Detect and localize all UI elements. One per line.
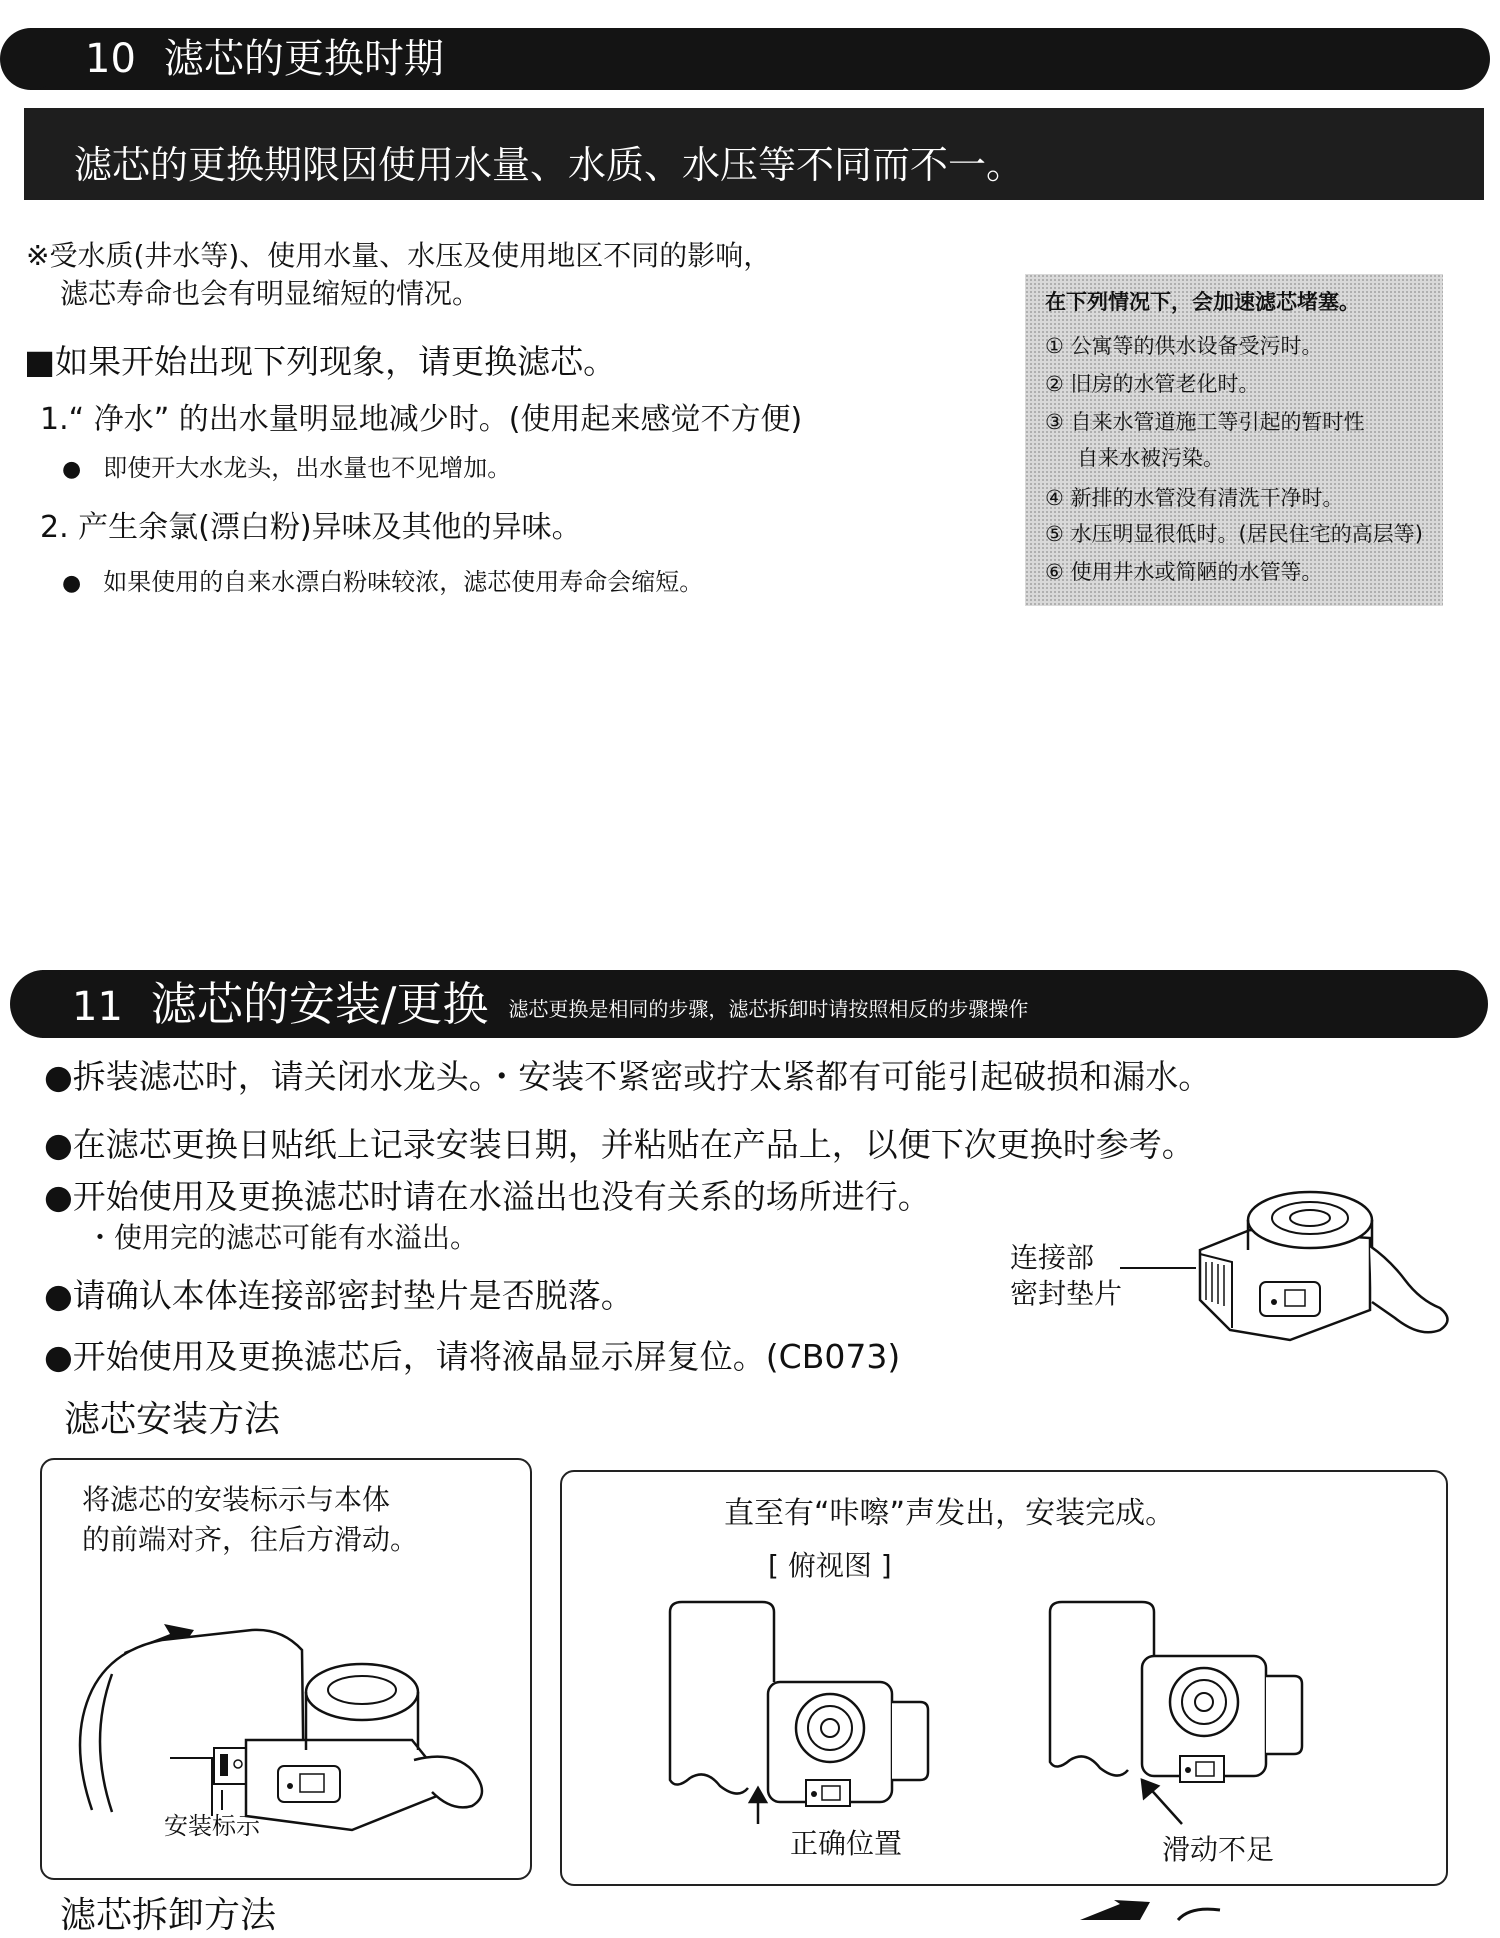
section10-item-2: 2. 产生余氯(漂白粉)异味及其他的异味。 xyxy=(40,510,582,545)
clog-box-line-3: ③ 自来水管道施工等引起的暂时性 xyxy=(1045,410,1365,434)
section11-title-text: 滤芯的安装/更换 xyxy=(150,977,489,1031)
section11-subtitle: 滤芯更换是相同的步骤，滤芯拆卸时请按照相反的步骤操作 xyxy=(508,997,1029,1021)
top-view-insufficient-illustration xyxy=(1042,1602,1322,1832)
install-bullet-4: ●请确认本体连接部密封垫片是否脱落。 xyxy=(44,1276,634,1315)
section10-banner-text: 滤芯的更换期限因使用水量、水质、水压等不同而不一。 xyxy=(74,143,1025,187)
section10-number: 10 xyxy=(85,36,136,82)
section10-item-1-sub-text: 即使开大水龙头，出水量也不见增加。 xyxy=(103,454,512,482)
clog-box-line-2: ② 旧房的水管老化时。 xyxy=(1045,372,1260,396)
section10-item-2-sub xyxy=(62,566,703,600)
section11-title xyxy=(72,978,1028,1035)
install-mark-pointer xyxy=(210,1758,214,1816)
clog-box-line-6: ⑤ 水压明显很低时。(居民住宅的高层等) xyxy=(1045,522,1423,546)
section10-item-1-sub xyxy=(62,452,511,486)
top-view-correct-illustration xyxy=(662,1602,942,1832)
bullet-dot-icon: ● xyxy=(62,571,82,596)
clog-box-line-5: ④ 新排的水管没有清洗干净时。 xyxy=(1045,486,1344,510)
clog-conditions-box xyxy=(1025,274,1443,606)
install-step-panel-right xyxy=(560,1470,1448,1886)
install-step-1-line1: 将滤芯的安装标示与本体 xyxy=(82,1483,391,1516)
section11-number: 11 xyxy=(72,984,123,1030)
install-step-panel-left xyxy=(40,1458,532,1880)
section10-note-line2: 滤芯寿命也会有明显缩短的情况。 xyxy=(60,277,481,310)
install-mark-label: 安装标示 xyxy=(164,1812,260,1840)
correct-position-arrow-icon xyxy=(750,1788,766,1824)
install-method-heading: 滤芯安装方法 xyxy=(64,1399,281,1440)
section10-item-2-sub-text: 如果使用的自来水漂白粉味较浓，滤芯使用寿命会缩短。 xyxy=(103,568,704,596)
gasket-label-1: 连接部 xyxy=(1010,1241,1095,1274)
cartridge-slide-illustration xyxy=(52,1580,512,1820)
install-step-2-caption: 直至有“咔嚓”声发出，安装完成。 xyxy=(724,1496,1176,1531)
section10-heading: ■如果开始出现下列现象，请更换滤芯。 xyxy=(24,342,617,381)
gasket-label-2: 密封垫片 xyxy=(1010,1277,1123,1310)
removal-method-heading: 滤芯拆卸方法 xyxy=(60,1895,277,1936)
bullet-dot-icon: ● xyxy=(62,457,82,482)
section11-title-bar xyxy=(42,970,1488,1038)
insufficient-slide-arrow-icon xyxy=(1142,1780,1182,1824)
insufficient-slide-label: 滑动不足 xyxy=(1162,1833,1275,1866)
install-bullet-2: ●在滤芯更换日贴纸上记录安装日期，并粘贴在产品上，以便下次更换时参考。 xyxy=(44,1125,1195,1164)
install-bullet-1: ●拆装滤芯时，请关闭水龙头。・安装不紧密或拧太紧都有可能引起破损和漏水。 xyxy=(44,1057,1212,1096)
clog-box-line-1: ① 公寓等的供水设备受污时。 xyxy=(1045,334,1323,358)
install-bullet-3-sub: ・使用完的滤芯可能有水溢出。 xyxy=(86,1221,479,1254)
section10-title-bar xyxy=(30,28,1490,90)
gasket-illustration xyxy=(1120,1190,1460,1350)
section10-item-1: 1.“ 净水” 的出水量明显地减少时。(使用起来感觉不方便) xyxy=(40,402,803,437)
clog-box-line-7: ⑥ 使用井水或简陋的水管等。 xyxy=(1045,560,1323,584)
clog-box-title: 在下列情况下，会加速滤芯堵塞。 xyxy=(1045,290,1360,314)
removal-arrow-icon xyxy=(1080,1900,1220,1920)
top-view-label: [ 俯视图 ] xyxy=(768,1549,892,1582)
correct-position-label: 正确位置 xyxy=(790,1827,903,1860)
section10-title-text: 滤芯的更换时期 xyxy=(163,36,444,82)
section10-banner xyxy=(24,108,1484,200)
install-bullet-5: ●开始使用及更换滤芯后，请将液晶显示屏复位。(CB073) xyxy=(44,1337,901,1376)
section10-note-line1: ※受水质(井水等)、使用水量、水压及使用地区不同的影响， xyxy=(26,239,772,272)
install-step-1-line2: 的前端对齐，往后方滑动。 xyxy=(82,1523,419,1556)
section10-title xyxy=(85,36,444,82)
install-bullet-3: ●开始使用及更换滤芯时请在水溢出也没有关系的场所进行。 xyxy=(44,1177,931,1216)
clog-box-line-4: 自来水被污染。 xyxy=(1077,446,1224,470)
